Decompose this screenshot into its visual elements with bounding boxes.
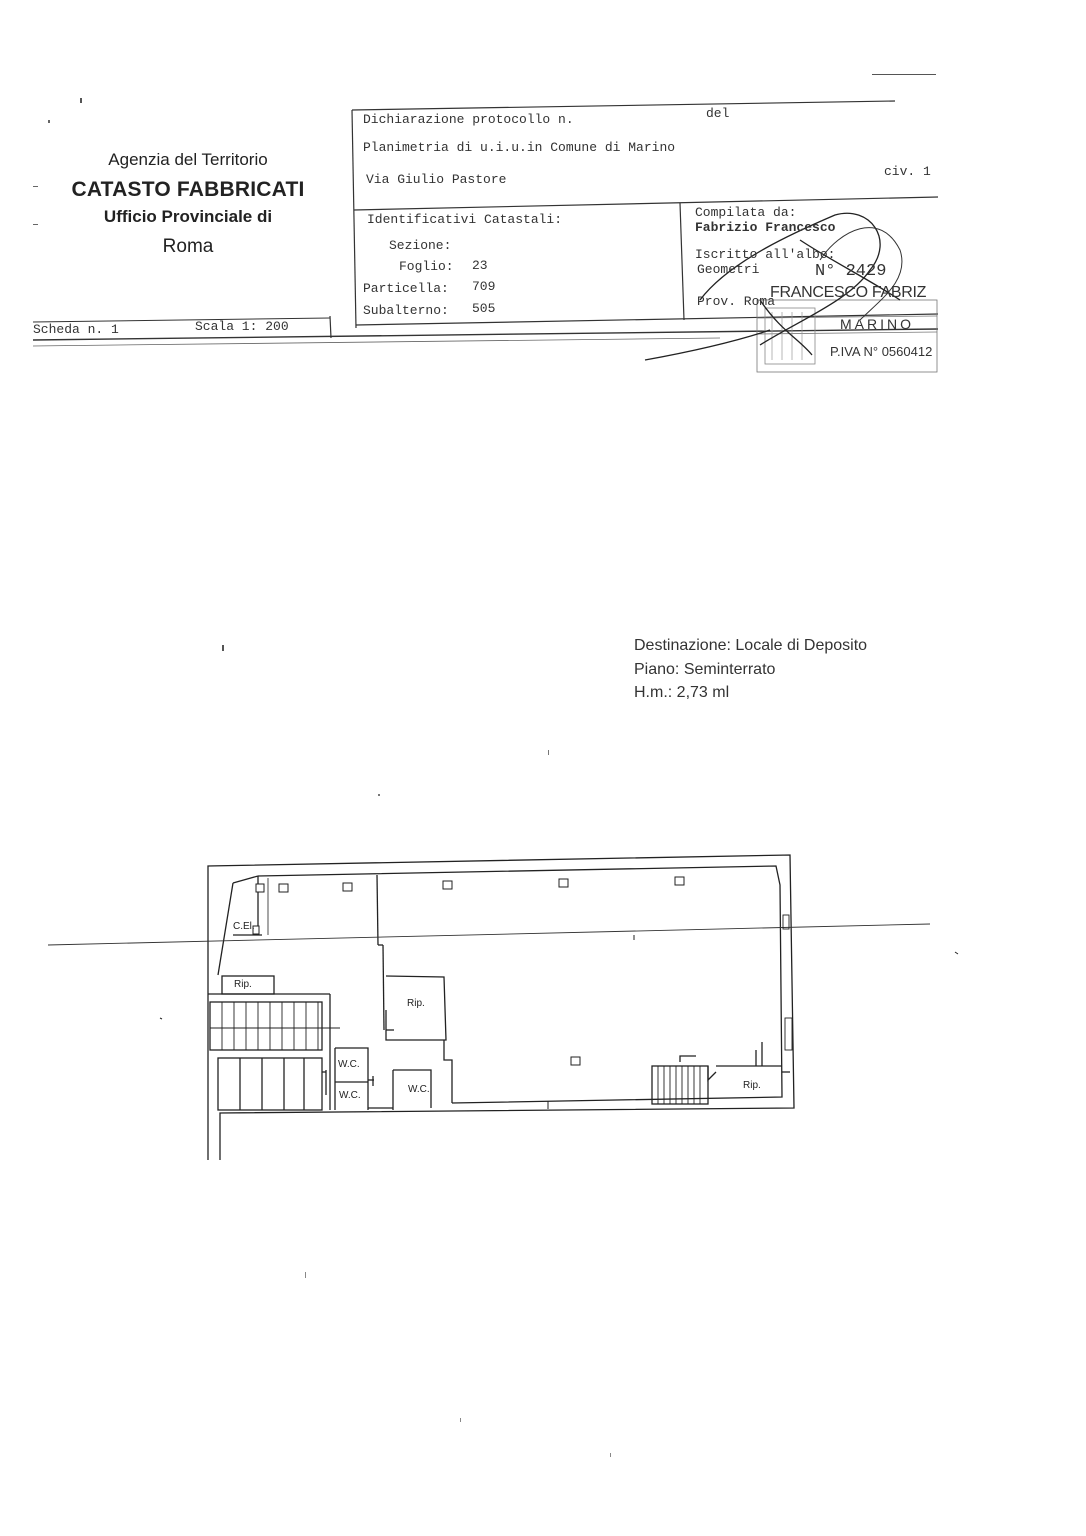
iscritto-label: Iscritto all'albo: [695, 247, 836, 262]
civ-label: civ. 1 [884, 164, 931, 179]
piano-line: Piano: Seminterrato [634, 661, 776, 678]
dichiarazione-label: Dichiarazione protocollo n. [363, 112, 574, 127]
planimetria-label: Planimetria di u.i.u.in Comune di Marino [363, 140, 676, 155]
scan-speck [610, 1453, 611, 1457]
destinazione-line: Destinazione: Locale di Deposito [634, 637, 868, 654]
plan-label-wc: W.C. [339, 1090, 361, 1101]
stamp-city: MARINO [840, 316, 914, 332]
stamp-name: FRANCESCO FABRIZ [770, 284, 927, 301]
particella-label: Particella: [363, 281, 449, 296]
compilata-name: Fabrizio Francesco [695, 220, 836, 235]
foglio-value: 23 [472, 258, 488, 273]
particella-value: 709 [472, 279, 496, 294]
plan-label-rip: Rip. [743, 1080, 761, 1091]
plan-label-ce: C.El. [233, 921, 255, 932]
identificativi-title: Identificativi Catastali: [367, 212, 563, 227]
subalterno-value: 505 [472, 301, 496, 316]
sezione-label: Sezione: [389, 238, 452, 253]
via-label: Via Giulio Pastore [366, 172, 507, 187]
altezza-line: H.m.: 2,73 ml [634, 684, 730, 701]
compilata-label: Compilata da: [695, 205, 797, 220]
albo-numero: N° 2429 [815, 262, 887, 281]
plan-label-rip: Rip. [407, 998, 425, 1009]
prov-label: Prov. Roma [697, 294, 776, 309]
plan-label-wc: W.C. [408, 1084, 430, 1095]
scan-speck [305, 1272, 306, 1278]
foglio-label: Foglio: [399, 259, 454, 274]
plan-label-wc: W.C. [338, 1059, 360, 1070]
agency-name: Agenzia del Territorio [108, 150, 268, 169]
plan-label-rip: Rip. [234, 979, 252, 990]
scheda-label: Scheda n. 1 [33, 322, 119, 337]
del-label: del [706, 106, 730, 121]
albo-label: Geometri [697, 262, 760, 277]
catasto-title: CATASTO FABBRICATI [71, 178, 305, 201]
city-title: Roma [162, 236, 214, 257]
scala-label: Scala 1: 200 [195, 319, 289, 334]
scan-speck [460, 1418, 461, 1422]
ufficio-title: Ufficio Provinciale di [103, 207, 273, 226]
stamp-piva: P.IVA N° 0560412 [830, 344, 933, 359]
subalterno-label: Subalterno: [363, 303, 449, 318]
